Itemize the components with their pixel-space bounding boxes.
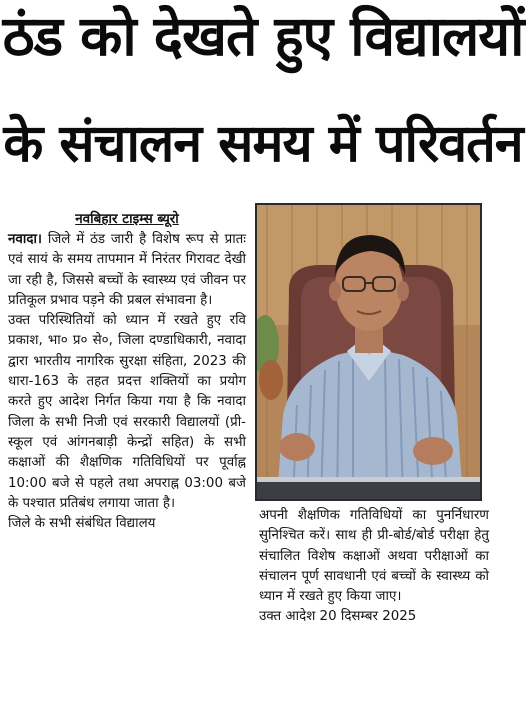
dateline-place: नवादा। — [8, 232, 42, 247]
article-left-column — [8, 208, 246, 534]
headline-line-2: के संचालन समय में परिवर्तन — [3, 114, 523, 174]
byline: नवबिहार टाइम्स ब्यूरो — [75, 211, 179, 227]
page-cutoff-fade — [8, 693, 486, 701]
article-right-column — [259, 506, 489, 628]
paragraph-3: जिले के सभी संबंधित विद्यालय — [8, 516, 156, 532]
headline-line-1: ठंड को देखते हुए विद्यालयों — [2, 4, 524, 68]
paragraph-1-text: जिले में ठंड जारी है विशेष रूप से प्रातः एवं सायं के समय तापमान में निरंतर गिरावट देखी जा रही है, जिससे बच्चों के स्वास्थ्य एवं जीवन पर प्रतिकूल प्रभाव पड़ने की प्रबल संभावना है। — [8, 232, 246, 308]
paragraph-2: उक्त परिस्थितियों को ध्यान में रखते हुए रवि प्रकाश, भा० प्र० से०, जिला दण्डाधिकारी, नवादा द्वारा भारतीय नागरिक सुरक्षा संहिता, 2023 की धारा-163 के तहत प्रदत्त शक्तियों का प्रयोग करते हुए आदेश निर्गत किया गया है कि नवादा जिला के सभी निजी एवं सरकारी विद्यालयों (प्री-स्कूल एवं आंगनबाड़ी केन्द्रों सहित) के सभी कक्षाओं की शैक्षणिक गतिविधियों पर पूर्वाह्न 10:00 बजे से पहले तथा अपराह्न 03:00 बजे के पश्चात प्रतिबंध लगाया जाता है। — [8, 313, 246, 511]
official-photo — [255, 203, 482, 501]
paragraph-1 — [8, 230, 246, 311]
right-paragraph-1: अपनी शैक्षणिक गतिविधियों का पुनर्निधारण सुनिश्चित करें। साथ ही प्री-बोर्ड/बोर्ड परीक्षा हेतु संचालित विशेष कक्षाओं अथवा परीक्षाओं का संचालन पूर्ण सावधानी एवं बच्चों के स्वास्थ्य को ध्यान में रखते हुए किया जाए। — [259, 508, 489, 605]
right-paragraph-2: उक्त आदेश 20 दिसम्बर 2025 — [259, 609, 417, 625]
